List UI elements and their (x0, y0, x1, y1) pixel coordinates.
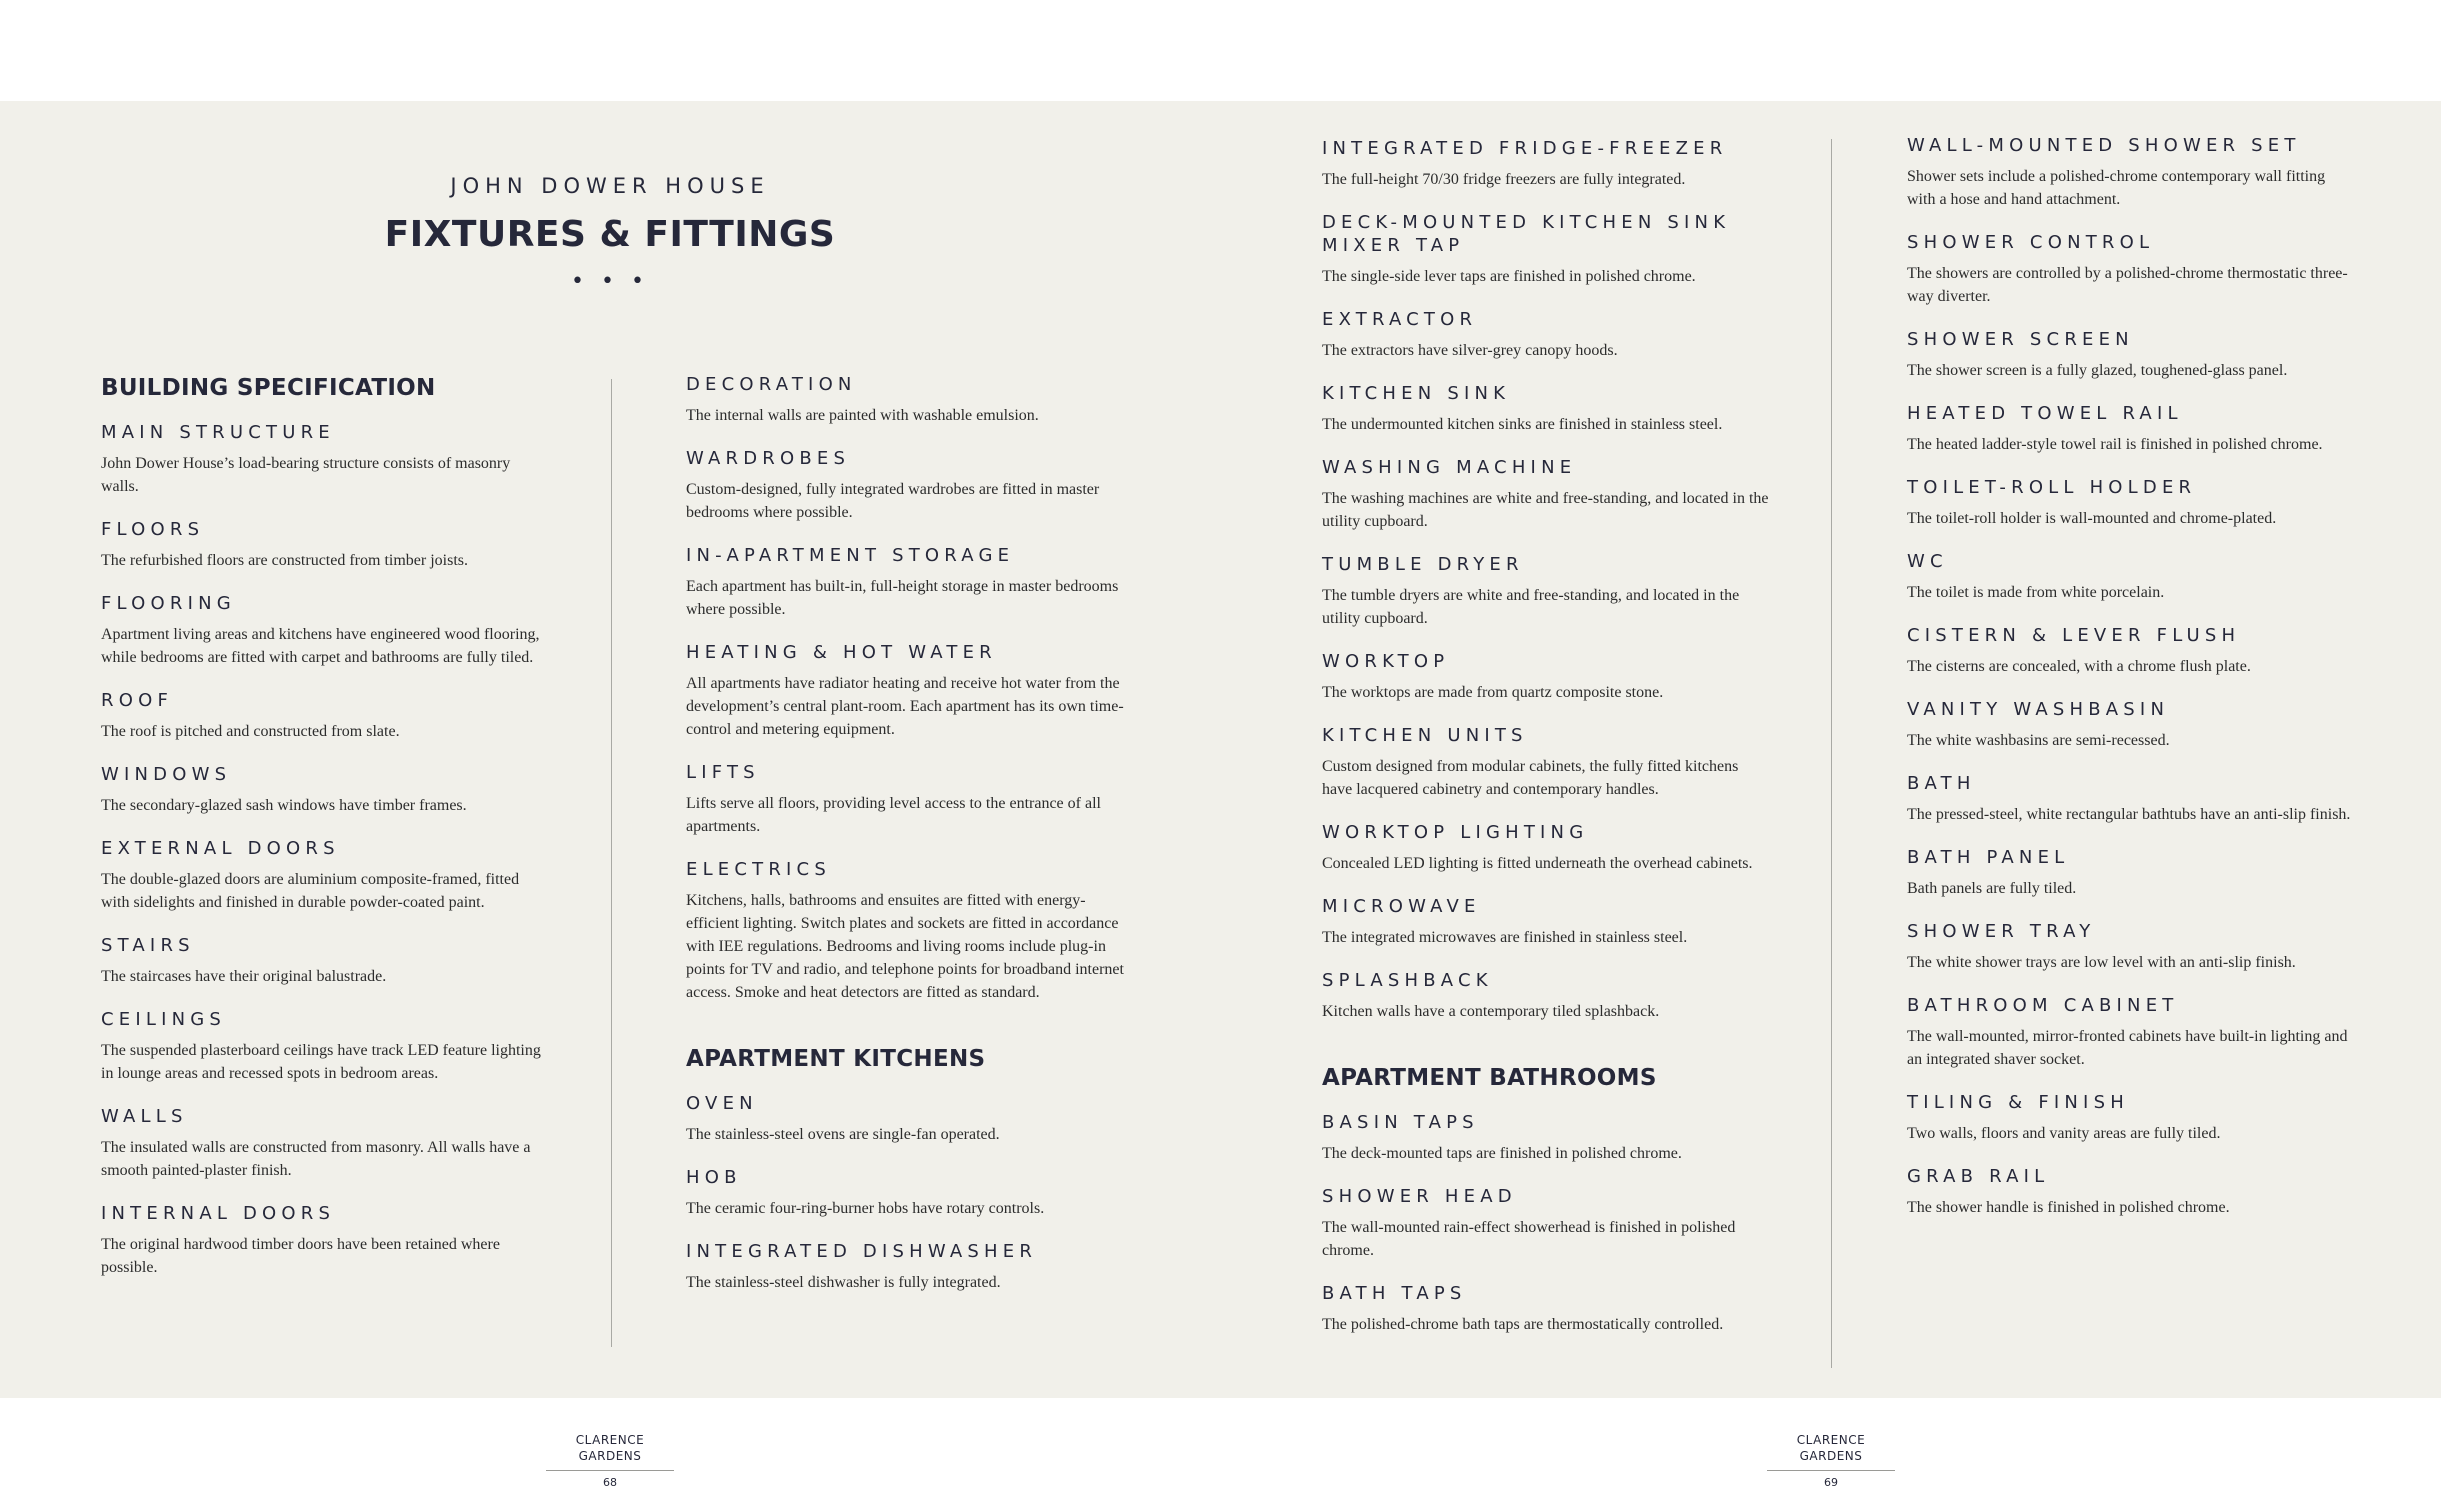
spec-item-description: The original hardwood timber doors have been retained where possible. (101, 1236, 500, 1276)
spec-item-title: DECORATION (686, 374, 857, 395)
spec-item-title: SHOWER CONTROL (1907, 232, 2155, 253)
spec-item (686, 1240, 1136, 1294)
spec-item-description: The stainless-steel dishwasher is fully integrated. (686, 1274, 1001, 1291)
spec-item (1907, 134, 2357, 211)
spec-item-description: Kitchen walls have a contemporary tiled splashback. (1322, 1003, 1660, 1020)
spec-item (101, 1202, 551, 1279)
spec-item (686, 1092, 1136, 1146)
spec-item-title: HEATING & HOT WATER (686, 642, 997, 663)
spec-item (686, 447, 1136, 524)
spec-item-description: The internal walls are painted with washable emulsion. (686, 407, 1039, 424)
spec-item-description: Apartment living areas and kitchens have engineered wood flooring, while bedrooms are fitted with carpet and bathrooms are fully tiled. (101, 626, 540, 666)
spec-item-title: WC (1907, 551, 1948, 572)
spec-item-title: IN-APARTMENT STORAGE (686, 545, 1015, 566)
spec-item-description: The toilet is made from white porcelain. (1907, 584, 2165, 601)
spec-item-description: The refurbished floors are constructed from timber joists. (101, 552, 468, 569)
spec-item (1907, 402, 2357, 456)
spec-item (686, 641, 1136, 741)
spec-item-title: WORKTOP (1322, 651, 1450, 672)
spec-item-title: SPLASHBACK (1322, 970, 1493, 991)
spec-item-title: BASIN TAPS (1322, 1112, 1479, 1133)
spec-item-description: The deck-mounted taps are finished in polished chrome. (1322, 1145, 1682, 1162)
spec-item (1322, 1185, 1772, 1262)
spec-item-title: INTEGRATED FRIDGE-FREEZER (1322, 138, 1728, 159)
spec-column-3 (1322, 137, 1772, 1356)
spec-item-description: Each apartment has built-in, full-height storage in master bedrooms where possible. (686, 578, 1119, 618)
spec-item-description: The secondary-glazed sash windows have timber frames. (101, 797, 467, 814)
spec-item-description: The shower handle is finished in polished chrome. (1907, 1199, 2230, 1216)
spec-item-description: The wall-mounted, mirror-fronted cabinets have built-in lighting and an integrated shaver socket. (1907, 1028, 2348, 1068)
spec-item-description: The full-height 70/30 fridge freezers are fully integrated. (1322, 171, 1686, 188)
spec-item-description: The toilet-roll holder is wall-mounted and chrome-plated. (1907, 510, 2277, 527)
spec-item (1322, 382, 1772, 436)
spec-item-description: Custom designed from modular cabinets, the fully fitted kitchens have lacquered cabinetry and contemporary handles. (1322, 758, 1739, 798)
spec-item-description: Custom-designed, fully integrated wardrobes are fitted in master bedrooms where possible. (686, 481, 1100, 521)
spec-item (1907, 1165, 2357, 1219)
spec-item-description: The washing machines are white and free-standing, and located in the utility cupboard. (1322, 490, 1769, 530)
spec-item-title: TILING & FINISH (1907, 1092, 2129, 1113)
spec-item-description: The suspended plasterboard ceilings have track LED feature lighting in lounge areas and recessed spots in bedroom areas. (101, 1042, 541, 1082)
spec-item-title: BATH TAPS (1322, 1283, 1467, 1304)
spec-item-title: FLOORING (101, 593, 236, 614)
spec-item-title: TUMBLE DRYER (1322, 554, 1524, 575)
spec-item-title: ROOF (101, 690, 173, 711)
spec-item-title: WORKTOP LIGHTING (1322, 822, 1589, 843)
spec-item-title: INTEGRATED DISHWASHER (686, 1241, 1038, 1262)
spec-column-2 (686, 373, 1136, 1314)
spec-item (1907, 550, 2357, 604)
spec-item (686, 858, 1136, 1004)
section-heading: APARTMENT BATHROOMS (1322, 1065, 1657, 1091)
spec-item-description: Concealed LED lighting is fitted underneath the overhead cabinets. (1322, 855, 1753, 872)
spec-item-title: SHOWER HEAD (1322, 1186, 1517, 1207)
column-divider (611, 379, 612, 1347)
spec-item-title: SHOWER TRAY (1907, 921, 2096, 942)
spec-item-title: EXTERNAL DOORS (101, 838, 340, 859)
spec-item (1322, 895, 1772, 949)
spec-item (686, 544, 1136, 621)
spec-item-description: Lifts serve all floors, providing level access to the entrance of all apartments. (686, 795, 1101, 835)
spec-item-title: MICROWAVE (1322, 896, 1481, 917)
spec-item (1907, 476, 2357, 530)
spec-item-description: The polished-chrome bath taps are thermostatically controlled. (1322, 1316, 1724, 1333)
spec-item-title: VANITY WASHBASIN (1907, 699, 2170, 720)
spec-item (1322, 211, 1772, 288)
spec-item (1322, 724, 1772, 801)
page-footer-left (540, 1432, 680, 1490)
spec-item (101, 837, 551, 914)
spec-item-description: The heated ladder-style towel rail is finished in polished chrome. (1907, 436, 2323, 453)
spec-item-description: The stainless-steel ovens are single-fan operated. (686, 1126, 1000, 1143)
spec-item-description: The roof is pitched and constructed from slate. (101, 723, 400, 740)
spec-item-description: Shower sets include a polished-chrome contemporary wall fitting with a hose and hand attachment. (1907, 168, 2326, 208)
spec-item (1907, 1091, 2357, 1145)
spec-item (1322, 821, 1772, 875)
page-number: 69 (1824, 1476, 1838, 1489)
spec-column-1 (101, 373, 551, 1299)
spec-item-title: LIFTS (686, 762, 760, 783)
spec-item (1907, 328, 2357, 382)
spec-item (1322, 1111, 1772, 1165)
spec-item-title: FLOORS (101, 519, 205, 540)
spec-item (101, 934, 551, 988)
spec-item-description: The insulated walls are constructed from masonry. All walls have a smooth painted-plaster finish. (101, 1139, 531, 1179)
spec-item-description: The pressed-steel, white rectangular bathtubs have an anti-slip finish. (1907, 806, 2351, 823)
footer-development-name: CLARENCE GARDENS (546, 1432, 674, 1471)
property-name: JOHN DOWER HOUSE (450, 174, 770, 198)
footer-development-name: CLARENCE GARDENS (1767, 1432, 1895, 1471)
spec-item (1907, 624, 2357, 678)
spec-item (686, 1166, 1136, 1220)
spec-item (1322, 456, 1772, 533)
spec-item (1907, 920, 2357, 974)
spec-item-description: The extractors have silver-grey canopy hoods. (1322, 342, 1618, 359)
page-title: FIXTURES & FITTINGS (384, 214, 836, 255)
spec-item (101, 763, 551, 817)
spec-item (1322, 969, 1772, 1023)
spec-item-description: The integrated microwaves are finished in stainless steel. (1322, 929, 1688, 946)
spec-item-title: WINDOWS (101, 764, 232, 785)
page-footer-right (1761, 1432, 1901, 1490)
spec-item-title: WARDROBES (686, 448, 851, 469)
spec-item-title: INTERNAL DOORS (101, 1203, 336, 1224)
spec-item (1907, 231, 2357, 308)
spec-item-description: The cisterns are concealed, with a chrome flush plate. (1907, 658, 2251, 675)
spec-item (686, 761, 1136, 838)
spec-item (101, 1105, 551, 1182)
section-heading: APARTMENT KITCHENS (686, 1046, 986, 1072)
spec-item-title: MAIN STRUCTURE (101, 422, 335, 443)
spec-item-title: GRAB RAIL (1907, 1166, 2050, 1187)
spec-item-title: KITCHEN SINK (1322, 383, 1511, 404)
spec-item-title: TOILET-ROLL HOLDER (1907, 477, 2197, 498)
spec-item-title: WALLS (101, 1106, 188, 1127)
spec-item (101, 689, 551, 743)
spec-item-title: CEILINGS (101, 1009, 227, 1030)
spec-item-description: Bath panels are fully tiled. (1907, 880, 2077, 897)
spec-item-title: OVEN (686, 1093, 758, 1114)
spec-item-title: ELECTRICS (686, 859, 831, 880)
page-number: 68 (603, 1476, 617, 1489)
spec-item (101, 518, 551, 572)
spec-item (686, 373, 1136, 427)
spec-item-description: The staircases have their original balustrade. (101, 968, 387, 985)
spec-item (1322, 137, 1772, 191)
ornament-dots: • • • (571, 269, 649, 294)
spec-column-4 (1907, 134, 2357, 1239)
spec-item-title: WALL-MOUNTED SHOWER SET (1907, 135, 2301, 156)
spec-item (101, 421, 551, 498)
masthead (300, 171, 920, 297)
spec-item-description: The worktops are made from quartz composite stone. (1322, 684, 1664, 701)
spec-item-title: KITCHEN UNITS (1322, 725, 1528, 746)
spec-item-description: The single-side lever taps are finished in polished chrome. (1322, 268, 1696, 285)
spec-item-description: All apartments have radiator heating and receive hot water from the development’s central plant-room. Each apartment has its own time-control and metering equipment. (686, 675, 1124, 738)
spec-item-title: EXTRACTOR (1322, 309, 1478, 330)
spec-item-title: BATHROOM CABINET (1907, 995, 2179, 1016)
spec-item-title: HEATED TOWEL RAIL (1907, 403, 2183, 424)
spec-item-title: STAIRS (101, 935, 195, 956)
spec-item-description: The ceramic four-ring-burner hobs have rotary controls. (686, 1200, 1045, 1217)
spec-item (1907, 846, 2357, 900)
spec-item-description: The tumble dryers are white and free-standing, and located in the utility cupboard. (1322, 587, 1740, 627)
spec-item-description: The wall-mounted rain-effect showerhead is finished in polished chrome. (1322, 1219, 1736, 1259)
spec-item (1322, 553, 1772, 630)
spec-item-description: The white shower trays are low level with an anti-slip finish. (1907, 954, 2296, 971)
spec-item-title: BATH PANEL (1907, 847, 2070, 868)
spec-item (1322, 308, 1772, 362)
spec-item-title: WASHING MACHINE (1322, 457, 1577, 478)
spec-item-description: Kitchens, halls, bathrooms and ensuites are fitted with energy-efficient lighting. Switch plates and sockets are fitted in accordance with IEE regulations. Bedrooms and living rooms include plug-in points for TV and radio, and telephone points for broadband internet access. Smoke and heat detectors are fitted as standard. (686, 892, 1124, 1001)
spec-item-description: Two walls, floors and vanity areas are fully tiled. (1907, 1125, 2221, 1142)
spec-item-description: The double-glazed doors are aluminium composite-framed, fitted with sidelights and finished in durable powder-coated paint. (101, 871, 520, 911)
spec-item-title: SHOWER SCREEN (1907, 329, 2134, 350)
spec-item (1322, 650, 1772, 704)
spec-item (1907, 698, 2357, 752)
spec-item (101, 592, 551, 669)
spec-item (1322, 1282, 1772, 1336)
spec-item-title: CISTERN & LEVER FLUSH (1907, 625, 2241, 646)
spec-item-description: The shower screen is a fully glazed, toughened-glass panel. (1907, 362, 2288, 379)
section-heading: BUILDING SPECIFICATION (101, 375, 436, 401)
spec-item-title: HOB (686, 1167, 742, 1188)
spec-item-title: DECK-MOUNTED KITCHEN SINK MIXER TAP (1322, 212, 1731, 256)
column-divider (1831, 139, 1832, 1368)
spec-item-description: The white washbasins are semi-recessed. (1907, 732, 2170, 749)
spec-item-description: The showers are controlled by a polished-chrome thermostatic three-way diverter. (1907, 265, 2348, 305)
spec-item (101, 1008, 551, 1085)
spec-item-description: John Dower House’s load-bearing structure consists of masonry walls. (101, 455, 511, 495)
spec-item-description: The undermounted kitchen sinks are finished in stainless steel. (1322, 416, 1723, 433)
spec-item-title: BATH (1907, 773, 1976, 794)
spec-item (1907, 772, 2357, 826)
spec-item (1907, 994, 2357, 1071)
